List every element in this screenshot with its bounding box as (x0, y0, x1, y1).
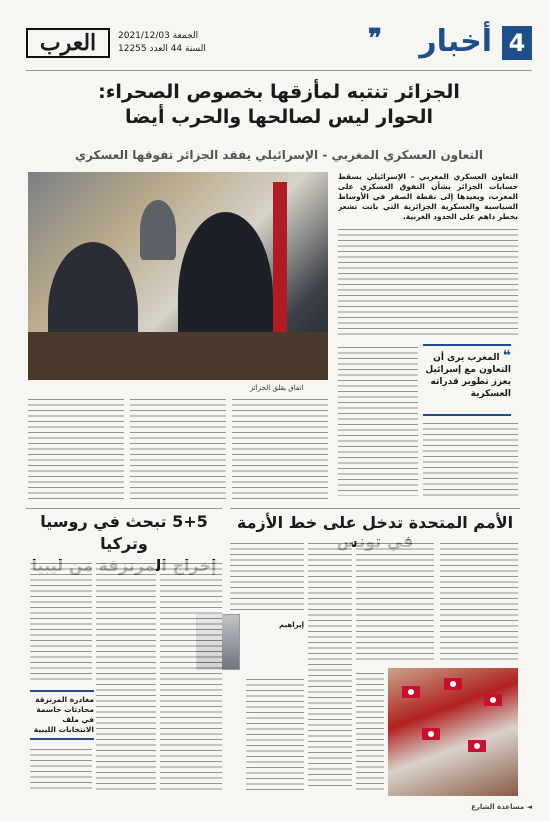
masthead (26, 22, 532, 66)
text-block (246, 676, 304, 790)
tunisia-column-5 (246, 676, 304, 790)
main-story-column-5 (130, 396, 226, 500)
main-headline-line-2: الحوار ليس لصالحها والحرب أيضا (125, 106, 433, 128)
text-block (230, 540, 304, 614)
libya-headline-line-1: 5+5 تبحث في روسيا وتركيا (40, 512, 208, 553)
text-block (338, 226, 518, 336)
text-block (356, 670, 384, 790)
text-block (30, 746, 92, 790)
tunisia-column-6 (356, 670, 384, 790)
main-subheadline: التعاون العسكري المغربي - الإسرائيلي يفقد الجزائر تفوقها العسكري (75, 148, 483, 162)
tunisia-byline: إبراهيم (279, 621, 304, 629)
tunisia-column-3 (308, 540, 352, 790)
main-pull-quote-text: المغرب يرى أن التعاون مع إسرائيل يعزز تطوير قدراته العسكرية (425, 353, 511, 399)
quote-icon: ❞ (368, 24, 382, 54)
text-block (232, 396, 328, 500)
tunisia-column-2 (356, 540, 434, 664)
main-pull-quote (423, 344, 511, 416)
main-story-column-2 (338, 344, 418, 496)
tunisia-headline: الأمم المتحدة تدخل على خط الأزمة (230, 508, 520, 551)
libya-column-2 (96, 560, 156, 790)
issue-number: السنة 44 العدد 12255 (118, 44, 206, 54)
main-story-column-6 (232, 396, 328, 500)
text-block (423, 420, 518, 496)
main-story-column-1 (338, 172, 518, 342)
text-block (28, 396, 124, 500)
tunisia-protest-photo (388, 668, 518, 796)
quote-icon: ❝ (502, 348, 511, 364)
issue-info (118, 30, 206, 56)
libya-column-3 (30, 560, 92, 684)
main-story-lead: التعاون العسكري المغربي – الإسرائيلي يسقط حسابات الجزائر بشأن التفوق العسكري على المغرب، ويعيدها إلى نقطة الصفر في الأوساط السياسية والعسكرية الجزائرية التي باتت تشعر بخطر داهم على الحدود الغربية. (338, 172, 518, 221)
newspaper-logo: العرب (26, 28, 110, 58)
text-block (96, 560, 156, 790)
main-story-column-4 (28, 396, 124, 500)
signing-photo (28, 172, 328, 380)
photo-caption: اتفاق يقلق الجزائر (250, 384, 304, 392)
main-headline-line-1: الجزائر تنتبه لمأزقها بخصوص الصحراء: (98, 81, 460, 103)
tunisia-column-4 (230, 540, 304, 614)
libya-column-4 (30, 746, 92, 790)
text-block (338, 344, 418, 496)
text-block (30, 560, 92, 684)
libya-pull-quote: مغادرة المرتزقة محادثات حاسمة في ملف الانتخابات الليبية (30, 690, 94, 740)
header-divider (26, 70, 532, 71)
text-block (356, 540, 434, 664)
main-headline (26, 80, 532, 130)
main-story-column-3 (423, 420, 518, 496)
libya-column-1 (160, 560, 222, 790)
text-block (308, 540, 352, 790)
tunisia-column-1 (440, 540, 518, 664)
footer-note: ◄ مساعدة الشارع (471, 803, 532, 811)
issue-date: 2021/12/03 الجمعة (118, 31, 199, 41)
text-block (160, 560, 222, 790)
section-name: أخبار (419, 24, 492, 59)
section-number: 4 (502, 26, 532, 60)
text-block (130, 396, 226, 500)
text-block (440, 540, 518, 664)
